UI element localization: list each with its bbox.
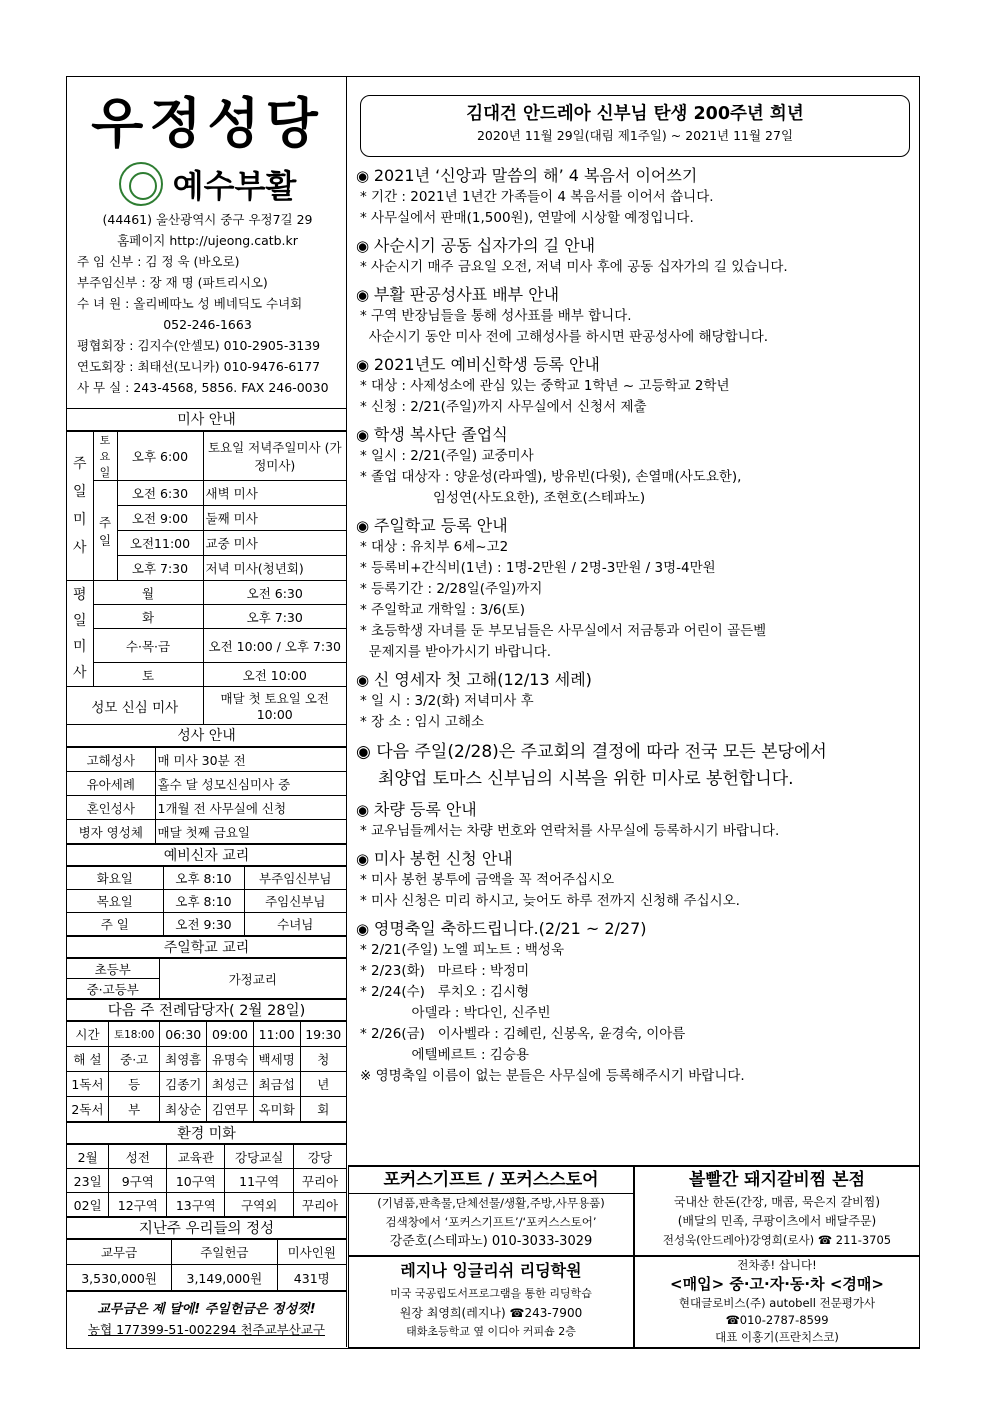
ad-line: 국내산 한돈(간장, 매콤, 묵은지 갈비찜) [673, 1195, 881, 1209]
weekday: 수·목·금 [93, 629, 203, 663]
notice-line: * 장 소 : 임시 고해소 [360, 714, 485, 730]
weekday-time: 오전 10:00 [203, 663, 346, 687]
notice-line: 문제지를 받아가시기 바랍니다. [360, 644, 551, 660]
notice-line: * 구역 반장님들을 통해 성사표를 배부 합니다. [360, 308, 632, 324]
marian-mass-label: 성모 신심 미사 [67, 687, 203, 725]
sacrament-name: 병자 영성체 [67, 820, 155, 844]
sunday-mass: 둘째 미사 [203, 506, 346, 531]
council-president: 평협회장 : 김지수(안셀모) 010-2905-3139 [77, 338, 321, 353]
big-notice-line-2: 최양업 토마스 신부님의 시복을 위한 미사로 봉헌합니다. [378, 769, 794, 789]
weekday: 월 [93, 581, 203, 605]
sunday-time: 오전11:00 [117, 531, 203, 556]
right-column [348, 77, 920, 1347]
notice-line: * 졸업 대상자 : 양윤성(라파엘), 방유빈(다윗), 손열매(사도요한), [360, 469, 742, 485]
ad-line: 현대글로비스(주) autobell 전문평가사 [678, 1296, 876, 1310]
cleaning-header: 강당교실 [225, 1145, 294, 1169]
notice-title: ◉ 신 영세자 첫 고해(12/13 세례) [356, 669, 920, 691]
notice-line: * 2/26(금) 이사벨라 : 김혜린, 신봉옥, 윤경숙, 이아름 [360, 1026, 686, 1042]
liturgy-cell: 최금섭 [253, 1072, 300, 1097]
motto: 예수부활 [172, 167, 297, 205]
sunday-mass: 새벽 미사 [203, 481, 346, 506]
catechumen-table [67, 866, 346, 936]
ad-section [348, 1165, 920, 1347]
offering-header: 교무금 [67, 1240, 172, 1265]
notice-line: 사순시기 동안 미사 전에 고해성사를 하시면 판공성사에 해당합니다. [360, 329, 769, 345]
ad-english-academy [348, 1256, 634, 1348]
mass-table [67, 431, 346, 725]
notice-line: * 2/23(화) 마르타 : 박정미 [360, 963, 530, 979]
liturgy-header: 19:30 [300, 1022, 346, 1047]
convent-phone: 052-246-1663 [163, 317, 252, 332]
cleaning-table [67, 1144, 346, 1217]
cleaning-cell: 02일 [67, 1193, 109, 1217]
class-teacher: 주임신부님 [244, 890, 346, 913]
marian-mass-time: 매달 첫 토요일 오전 10:00 [203, 687, 346, 725]
notice-title: ◉ 차량 등록 안내 [356, 799, 920, 821]
notice-line: * 초등학생 자녀를 둔 부모님들은 사무실에서 저금통과 어린이 골든벨 [360, 623, 767, 639]
notice-line: * 사무실에서 판매(1,500원), 연말에 시상할 예정입니다. [360, 210, 694, 226]
offering-title: 지난주 우리들의 정성 [67, 1217, 346, 1239]
sunday-mass: 교중 미사 [203, 531, 346, 556]
cleaning-title: 환경 미화 [67, 1122, 346, 1144]
weekday-time: 오후 7:30 [203, 605, 346, 629]
ad-title: 레지나 잉글리쉬 리딩학원 [400, 1261, 582, 1280]
church-logo-icon [119, 162, 163, 206]
weekday-time: 오전 10:00 / 오후 7:30 [203, 629, 346, 663]
elementary-label: 초등부 [67, 959, 159, 979]
sacrament-info: 홀수 달 성모신심미사 중 [155, 772, 346, 796]
assistant-pastor: 부주임신부 : 장 재 명 (파트리시오) [77, 275, 268, 290]
saturday-mass: 토요일 저녁주일미사 (가정미사) [203, 432, 346, 481]
notice-line: * 등록비+간식비(1년) : 1명-2만원 / 2명-3만원 / 3명-4만원 [360, 560, 716, 576]
ad-line: 원장 최영희(레지나) ☎243-7900 [399, 1306, 583, 1320]
notice-line: * 대상 : 사제성소에 관심 있는 중학교 1학년 ~ 고등학교 2학년 [360, 378, 730, 394]
office-contact: 사 무 실 : 243-4568, 5856. FAX 246-0030 [77, 380, 329, 395]
sunday-time: 오전 6:30 [117, 481, 203, 506]
liturgy-cell: 등 [108, 1072, 159, 1097]
cleaning-cell: 꾸리아 [294, 1193, 347, 1217]
jubilee-dates: 2020년 11월 29일(대림 제1주일) ~ 2021년 11월 27일 [476, 128, 794, 143]
notice-title: ◉ 주일학교 등록 안내 [356, 515, 920, 537]
league-president: 연도회장 : 최태선(모니카) 010-9476-6177 [77, 359, 321, 374]
ad-title: 포커스기프트 / 포커스스토어 [349, 1167, 633, 1194]
weekday: 화 [93, 605, 203, 629]
liturgy-table [67, 1021, 346, 1122]
pastor: 주 임 신부 : 김 정 욱 (바오로) [77, 254, 240, 269]
cleaning-cell: 11구역 [225, 1169, 294, 1193]
notice-line: 임성연(사도요한), 조현호(스테파노) [360, 490, 646, 506]
cleaning-header: 교육관 [167, 1145, 225, 1169]
catechumen-title: 예비신자 교리 [67, 844, 346, 866]
sacrament-name: 고해성사 [67, 748, 155, 772]
sacrament-table [67, 747, 346, 844]
class-day: 화요일 [67, 867, 163, 890]
class-day: 주 일 [67, 913, 163, 936]
liturgy-header: 토18:00 [108, 1022, 159, 1047]
sunday-school-table [67, 958, 346, 999]
middle-high-label: 중·고등부 [67, 979, 159, 999]
ad-line: 전차종! 삽니다! [737, 1258, 817, 1272]
big-notice-text: 다음 주일(2/28)은 주교회의 결정에 따라 전국 모든 본당에서 [376, 742, 827, 762]
offering-header: 미사인원 [277, 1240, 346, 1265]
notice-line: * 대상 : 유치부 6세~고2 [360, 539, 509, 555]
offering-table [67, 1239, 346, 1291]
notice-title: ◉ 부활 판공성사표 배부 안내 [356, 284, 920, 306]
liturgy-cell: 김종기 [160, 1072, 207, 1097]
liturgy-title: 다음 주 전례담당자( 2월 28일) [67, 999, 346, 1021]
notice-line: ※ 영명축일 이름이 없는 분들은 사무실에 등록해주시기 바랍니다. [360, 1068, 745, 1084]
notice-title: ◉ 2021년도 예비신학생 등록 안내 [356, 354, 920, 376]
sunday-mass: 저녁 미사(청년회) [203, 556, 346, 581]
notice-title: ◉ 사순시기 공동 십자가의 길 안내 [356, 235, 920, 257]
cleaning-header: 강당 [294, 1145, 347, 1169]
notice-line: * 교우님들께서는 차량 번호와 연락처를 사무실에 등록하시기 바랍니다. [360, 823, 780, 839]
notice-line: 에텔베르트 : 김승용 [360, 1047, 529, 1063]
ad-line: 태화초등학교 옆 이디아 커피숍 2층 [406, 1325, 576, 1338]
ad-used-cars [634, 1256, 920, 1348]
cleaning-cell: 13구역 [167, 1193, 225, 1217]
liturgy-cell: 년 [300, 1072, 346, 1097]
notice-list-2 [348, 799, 920, 1087]
ad-line: 미국 국공립도서프로그램을 통한 리딩학습 [390, 1287, 592, 1300]
liturgy-header: 11:00 [253, 1022, 300, 1047]
big-notice-line-1: ◉ 다음 주일(2/28)은 주교회의 결정에 따라 전국 모든 본당에서 [356, 742, 827, 762]
ad-line: ☎010-2787-8599 [725, 1313, 829, 1327]
sacrament-info: 매 미사 30분 전 [155, 748, 346, 772]
weekday: 토 [93, 663, 203, 687]
notice-line: * 미사 신청은 미리 하시고, 늦어도 하루 전까지 신청해 주십시오. [360, 893, 740, 909]
liturgy-cell: 2독서 [67, 1097, 108, 1122]
ad-line: 전성욱(안드레아)강영희(로사) ☎ 211-3705 [662, 1233, 892, 1247]
ad-focus-gift [348, 1166, 634, 1256]
church-header [67, 77, 346, 409]
ad-galbi [634, 1166, 920, 1256]
notice-line: * 신청 : 2/21(주일)까지 사무실에서 신청서 제출 [360, 399, 647, 415]
ad-line: 대표 이홍기(프란치스코) [715, 1330, 839, 1344]
notice-line: * 주일학교 개학일 : 3/6(토) [360, 602, 526, 618]
ad-line: (배달의 민족, 쿠팡이츠에서 배달주문) [677, 1214, 877, 1228]
church-info [77, 209, 338, 398]
cleaning-cell: 구역외 [225, 1193, 294, 1217]
sacrament-info: 매달 첫째 금요일 [155, 820, 346, 844]
liturgy-cell: 1독서 [67, 1072, 108, 1097]
liturgy-cell: 옥미화 [253, 1097, 300, 1122]
notice-line: * 2/24(수) 루치오 : 김시형 [360, 984, 530, 1000]
notice-line: * 일시 : 2/21(주일) 교중미사 [360, 448, 534, 464]
ad-line: (기념품,판촉물,단체선물/생활,주방,사무용품) [377, 1196, 605, 1210]
class-day: 목요일 [67, 890, 163, 913]
cleaning-header: 2월 [67, 1145, 109, 1169]
offering-slogan: 교무금은 제 달에! 주일헌금은 정성껏! [97, 1302, 316, 1317]
offering-header: 주일헌금 [172, 1240, 277, 1265]
liturgy-cell: 유명숙 [207, 1047, 254, 1072]
sunday-label: 주일 [93, 481, 117, 581]
saturday-label: 토요일 [93, 432, 117, 481]
liturgy-cell: 해 설 [67, 1047, 108, 1072]
mass-title: 미사 안내 [67, 409, 346, 431]
cleaning-header: 성전 [109, 1145, 167, 1169]
sunday-time: 오후 7:30 [117, 556, 203, 581]
notice-list [348, 165, 920, 733]
class-time: 오전 9:30 [163, 913, 244, 936]
jubilee-title: 김대건 안드레아 신부님 탄생 200주년 희년 [466, 104, 804, 124]
sunday-mass-label: 주일미사 [67, 432, 93, 581]
saturday-time: 오후 6:00 [117, 432, 203, 481]
jubilee-banner [360, 95, 910, 157]
offering-value: 3,149,000원 [172, 1265, 277, 1291]
big-notice [348, 739, 920, 793]
class-teacher: 부주임신부님 [244, 867, 346, 890]
notice-line: * 등록기간 : 2/28일(주일)까지 [360, 581, 543, 597]
notice-title: ◉ 영명축일 축하드립니다.(2/21 ~ 2/27) [356, 918, 920, 940]
sacrament-name: 혼인성사 [67, 796, 155, 820]
sunday-school-title: 주일학교 교리 [67, 936, 346, 958]
bulletin-frame [66, 76, 920, 1349]
liturgy-cell: 백세명 [253, 1047, 300, 1072]
left-footer [67, 1291, 346, 1340]
cleaning-cell: 9구역 [109, 1169, 167, 1193]
cleaning-cell: 10구역 [167, 1169, 225, 1193]
notice-title: ◉ 2021년 ‘신앙과 말씀의 해’ 4 복음서 이어쓰기 [356, 165, 920, 187]
cleaning-cell: 12구역 [109, 1193, 167, 1217]
notice-title: ◉ 미사 봉헌 신청 안내 [356, 848, 920, 870]
bank-account: 농협 177399-51-002294 천주교부산교구 [88, 1322, 325, 1337]
cleaning-cell: 23일 [67, 1169, 109, 1193]
liturgy-cell: 최영흠 [160, 1047, 207, 1072]
motto-row [77, 159, 338, 209]
ad-title: <매입> 중·고·자·동·차 <경매> [670, 1275, 884, 1293]
homepage-link[interactable]: 홈페이지 http://ujeong.catb.kr [117, 233, 298, 248]
address: (44461) 울산광역시 중구 우정7길 29 [102, 212, 313, 227]
liturgy-cell: 청 [300, 1047, 346, 1072]
liturgy-cell: 중·고 [108, 1047, 159, 1072]
notice-line: * 2/21(주일) 노엘 피노트 : 백성욱 [360, 942, 565, 958]
notice-line: * 사순시기 매주 금요일 오전, 저녁 미사 후에 공동 십자가의 길 있습니다. [360, 259, 788, 275]
notice-title: ◉ 학생 복사단 졸업식 [356, 424, 920, 446]
notice-line: 아델라 : 박다인, 신주빈 [360, 1005, 551, 1021]
liturgy-cell: 최상순 [160, 1097, 207, 1122]
ad-line: 강준호(스테파노) 010-3033-3029 [389, 1234, 593, 1249]
notice-line: * 일 시 : 3/2(화) 저녁미사 후 [360, 693, 534, 709]
class-teacher: 수녀님 [244, 913, 346, 936]
weekday-time: 오전 6:30 [203, 581, 346, 605]
sacrament-info: 1개월 전 사무실에 신청 [155, 796, 346, 820]
liturgy-cell: 최성근 [207, 1072, 254, 1097]
weekday-mass-label: 평일미사 [67, 581, 93, 687]
convent: 수 녀 원 : 올리베따노 성 베네딕도 수녀회 [77, 296, 303, 311]
notice-line: * 기간 : 2021년 1년간 가족들이 4 복음서를 이어서 씁니다. [360, 189, 714, 205]
offering-value: 3,530,000원 [67, 1265, 172, 1291]
liturgy-cell: 회 [300, 1097, 346, 1122]
class-time: 오후 8:10 [163, 867, 244, 890]
left-column [67, 77, 347, 1347]
liturgy-header: 06:30 [160, 1022, 207, 1047]
class-time: 오후 8:10 [163, 890, 244, 913]
liturgy-header: 시간 [67, 1022, 108, 1047]
notice-line: * 미사 봉헌 봉투에 금액을 꼭 적어주십시오 [360, 872, 615, 888]
sacrament-name: 유아세례 [67, 772, 155, 796]
liturgy-header: 09:00 [207, 1022, 254, 1047]
sacrament-title: 성사 안내 [67, 725, 346, 747]
sunday-time: 오전 9:00 [117, 506, 203, 531]
liturgy-cell: 부 [108, 1097, 159, 1122]
church-title: 우정성당 [91, 91, 324, 155]
ad-line: 검색창에서 ‘포커스기프트’/‘포커스스토어’ [385, 1215, 597, 1229]
sunday-school-value: 가정교리 [159, 959, 346, 999]
ad-title: 볼빨간 돼지갈비찜 본점 [688, 1170, 866, 1190]
liturgy-cell: 김연무 [207, 1097, 254, 1122]
cleaning-cell: 꾸리아 [294, 1169, 347, 1193]
offering-value: 431명 [277, 1265, 346, 1291]
